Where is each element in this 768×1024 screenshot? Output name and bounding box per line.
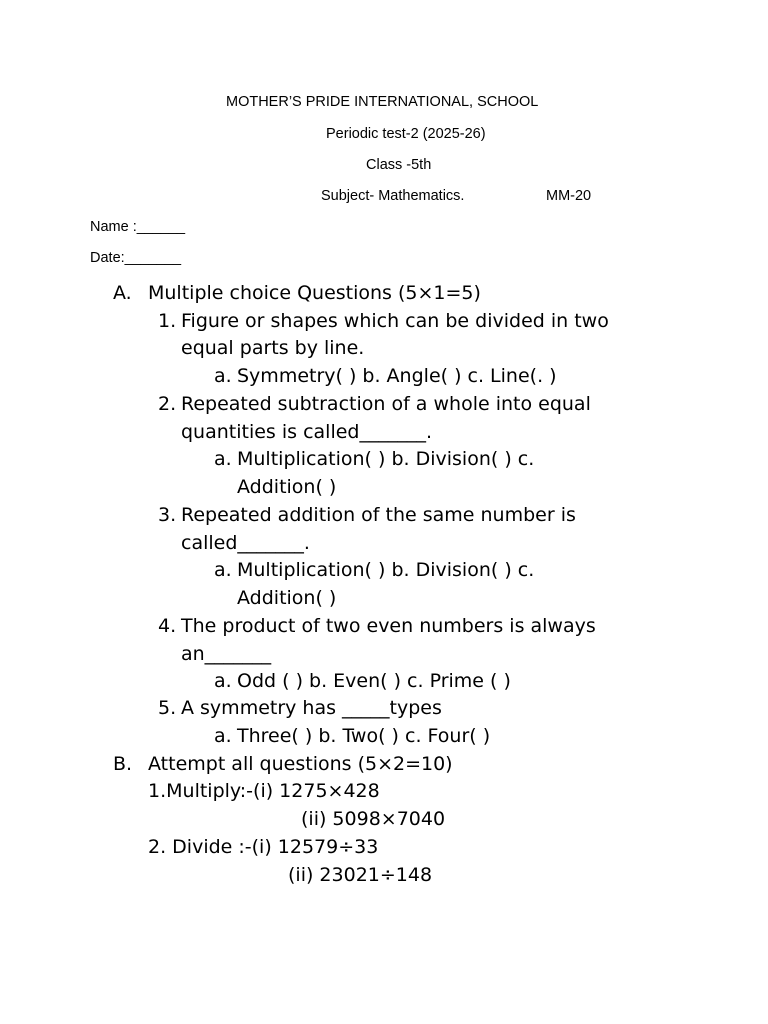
question-options: Symmetry( ) b. Angle( ) c. Line(. ) [237, 365, 557, 387]
multiply-question: 1.Multiply:-(i) 1275×428 [148, 780, 380, 802]
section-a-title: Multiple choice Questions (5×1=5) [148, 282, 481, 304]
section-b-title: Attempt all questions (5×2=10) [148, 753, 453, 775]
question-text: quantities is called_______. [181, 421, 433, 443]
question-text: called_______. [181, 532, 310, 554]
divide-question: 2. Divide :-(i) 12579÷33 [148, 836, 379, 858]
question-number: 5. [158, 697, 177, 719]
question-text: A symmetry has _____types [181, 697, 442, 719]
option-marker: a. [214, 365, 232, 387]
question-options: Odd ( ) b. Even( ) c. Prime ( ) [237, 670, 511, 692]
date-field: Date:_______ [90, 250, 182, 266]
question-text: Figure or shapes which can be divided in two [181, 310, 609, 332]
option-marker: a. [214, 559, 232, 581]
subject-label: Subject- Mathematics. [321, 188, 465, 204]
test-title: Periodic test-2 (2025-26) [326, 126, 486, 142]
question-text: Repeated addition of the same number is [181, 504, 576, 526]
question-text: The product of two even numbers is always [181, 615, 596, 637]
multiply-question-part-2: (ii) 5098×7040 [301, 808, 446, 830]
option-marker: a. [214, 725, 232, 747]
max-marks: MM-20 [546, 188, 592, 204]
question-text: an_______ [181, 643, 272, 665]
option-marker: a. [214, 448, 232, 470]
question-number: 1. [158, 310, 177, 332]
question-options: Multiplication( ) b. Division( ) c. [237, 559, 535, 581]
option-marker: a. [214, 670, 232, 692]
name-field: Name :______ [90, 219, 186, 235]
question-options: Addition( ) [237, 476, 337, 498]
question-options: Multiplication( ) b. Division( ) c. [237, 448, 535, 470]
question-text: equal parts by line. [181, 337, 365, 359]
divide-question-part-2: (ii) 23021÷148 [288, 864, 433, 886]
question-number: 4. [158, 615, 177, 637]
question-options: Three( ) b. Two( ) c. Four( ) [237, 725, 491, 747]
section-a-marker: A. [113, 282, 132, 304]
question-text: Repeated subtraction of a whole into equal [181, 393, 591, 415]
section-b-marker: B. [113, 753, 133, 775]
class-label: Class -5th [366, 157, 432, 173]
question-number: 2. [158, 393, 177, 415]
school-name: MOTHER’S PRIDE INTERNATIONAL, SCHOOL [226, 94, 539, 110]
question-options: Addition( ) [237, 587, 337, 609]
question-number: 3. [158, 504, 177, 526]
